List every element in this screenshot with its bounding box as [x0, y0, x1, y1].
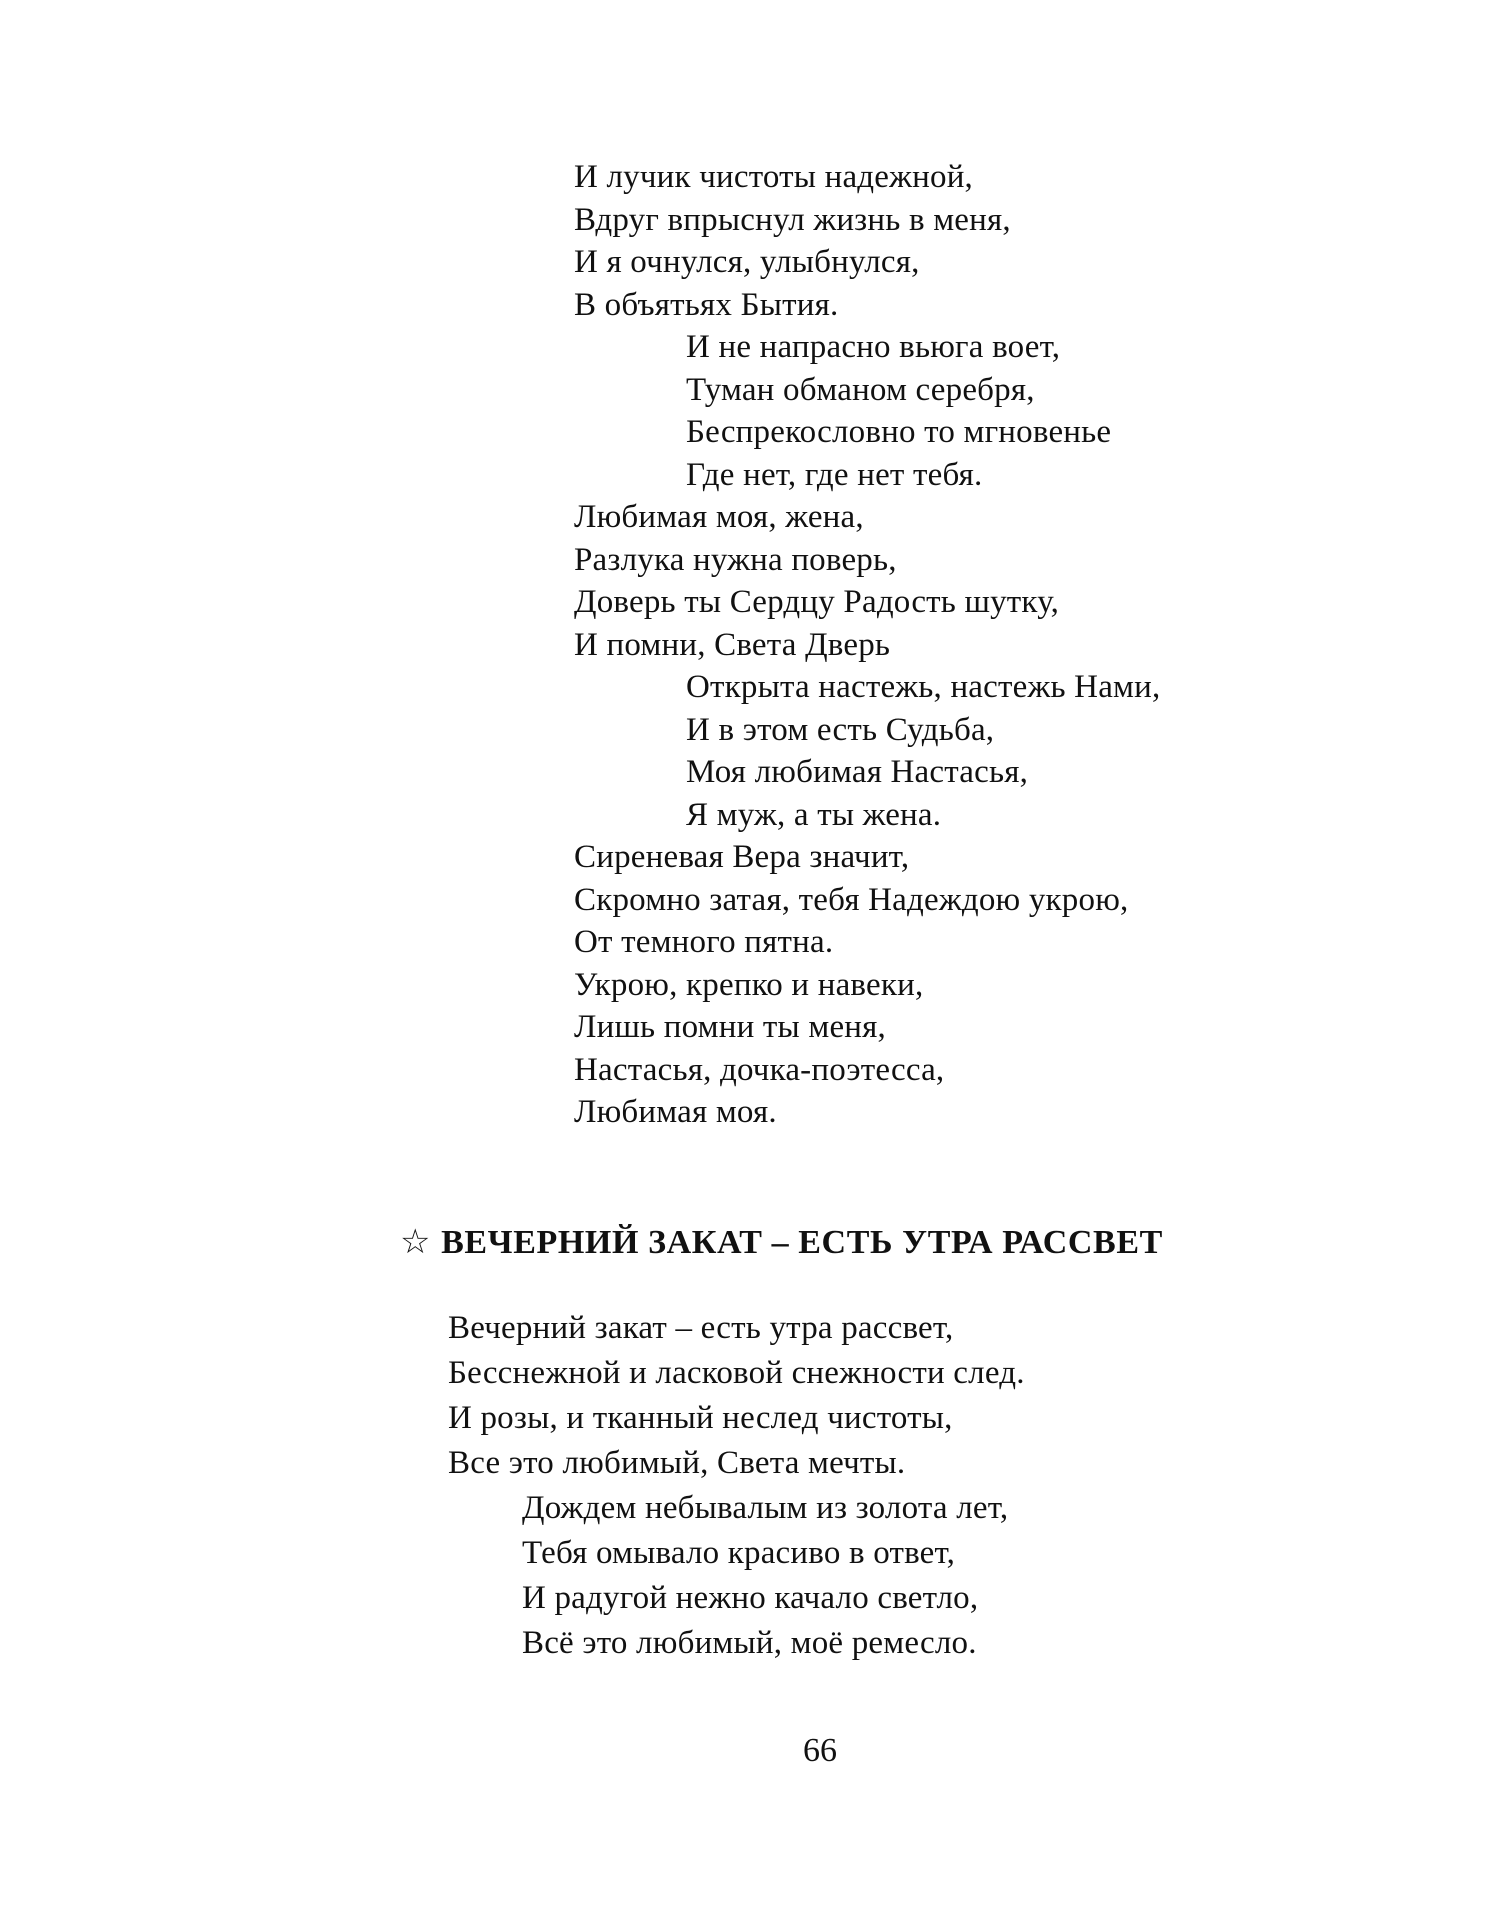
star-icon: ☆: [400, 1224, 432, 1261]
poem-line: Настасья, дочка-поэтесса,: [574, 1051, 945, 1088]
poem-line: Открыта настежь, настежь Нами,: [686, 669, 1161, 705]
poem-line: Любимая моя, жена,: [574, 499, 864, 535]
poem-line: И радугой нежно качало светло,: [522, 1580, 979, 1616]
poem-line: Беспрекословно то мгновенье: [686, 414, 1112, 450]
poem-line: Разлука нужна поверь,: [574, 541, 897, 578]
poem-line: Укрою, крепко и навеки,: [574, 966, 924, 1003]
poem-body: [448, 1306, 1348, 1666]
poem-line: Лишь помни ты меня,: [574, 1009, 886, 1045]
page-number: 66: [803, 1732, 837, 1769]
poem-line: И я очнулся, улыбнулся,: [574, 244, 920, 280]
poem-line: Всё это любимый, моё ремесло.: [522, 1625, 977, 1661]
poem-line: И лучик чистоты надежной,: [574, 159, 974, 195]
poem-line: Вдруг впрыснул жизнь в меня,: [574, 201, 1011, 238]
poem-line: И розы, и тканный неслед чистоты,: [448, 1400, 953, 1436]
poem-line: И не напрасно вьюга воет,: [686, 329, 1061, 365]
poem-line: Доверь ты Сердцу Радость шутку,: [574, 584, 1060, 620]
poem-line: Вечерний закат – есть утра рассвет,: [448, 1310, 954, 1346]
poem-line: Моя любимая Настасья,: [686, 754, 1029, 790]
poem-line: Где нет, где нет тебя.: [686, 456, 983, 493]
poem-line: Любимая моя.: [574, 1094, 777, 1130]
poem-line: Туман обманом серебря,: [686, 371, 1035, 408]
poem-line: Я муж, а ты жена.: [686, 796, 942, 833]
poem-line: И в этом есть Судьба,: [686, 711, 995, 748]
poem-title-text: ВЕЧЕРНИЙ ЗАКАТ – ЕСТЬ УТРА РАССВЕТ: [441, 1224, 1163, 1261]
poem-line: Сиреневая Вера значит,: [574, 839, 910, 875]
poem-line: И помни, Света Дверь: [574, 626, 891, 663]
poem-line: В объятьях Бытия.: [574, 286, 839, 323]
poem-line: Дождем небывалым из золота лет,: [522, 1490, 1009, 1526]
poem-line: От темного пятна.: [574, 924, 834, 960]
poem-line: Все это любимый, Света мечты.: [448, 1445, 906, 1481]
poem-line: Тебя омывало красиво в ответ,: [522, 1535, 956, 1571]
poem-continuation: [574, 156, 1374, 1134]
poem-line: Бесснежной и ласковой снежности след.: [448, 1355, 1025, 1391]
poem-line: Скромно затая, тебя Надеждою укрою,: [574, 881, 1129, 918]
poem-title: [400, 1222, 1163, 1262]
